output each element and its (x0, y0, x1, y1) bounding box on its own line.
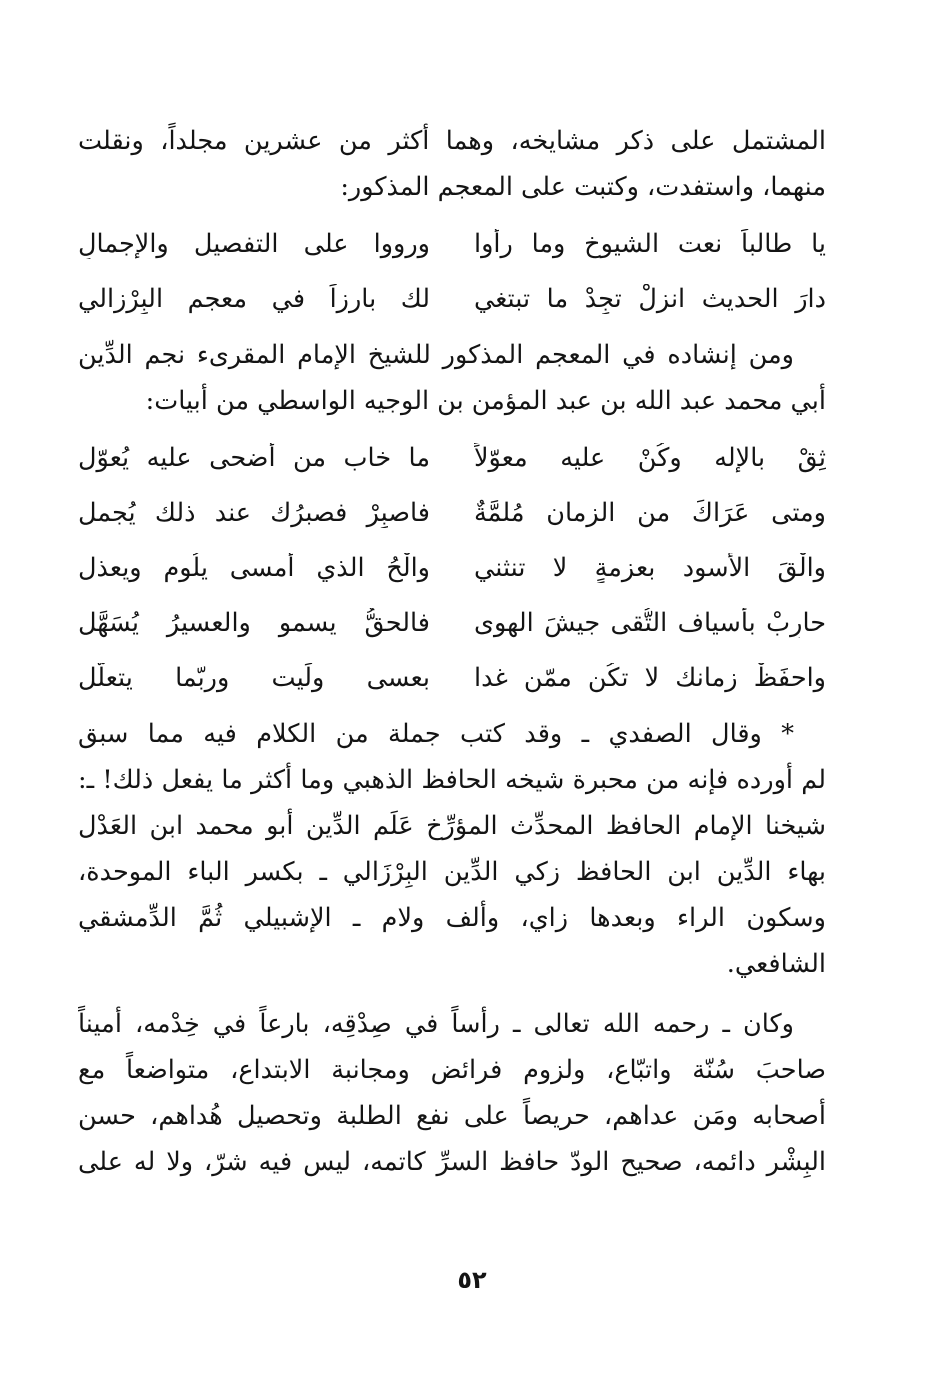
verse-second-hemistich: لك بارزاً في معجم البِرْزالي (78, 283, 430, 314)
paragraph-safadi (78, 711, 826, 987)
verse-first-hemistich: دارَ الحديث انزلْ تجِدْ ما تبتغي (474, 283, 826, 314)
poem-verse (78, 540, 826, 595)
paragraph-inshad (78, 332, 826, 424)
verse-second-hemistich: فالحقُّ يسمو والعسيرُ يُسَهَّل (78, 607, 430, 638)
verse-second-hemistich: ما خاب من أضحى عليه يُعوّل (78, 442, 430, 473)
verse-second-hemistich: والْحُ الذي أمسى يلُوم ويعذل (78, 552, 430, 583)
poem-wasiti (78, 430, 826, 705)
verse-first-hemistich: واحفَظْ زمانك لا تكُن ممّن غدا (474, 662, 826, 693)
text-line: الشافعي. (726, 949, 826, 979)
text-line: * وقال الصفدي ـ وقد كتب جملة من الكلام فيه مما سبق (78, 719, 794, 749)
poem-verse (78, 430, 826, 485)
text-line: أبي محمد عبد الله بن عبد المؤمن بن الوجيه الواسطي من أبيات: (145, 386, 826, 416)
poem-verse (78, 650, 826, 705)
poem-verse (78, 271, 826, 326)
verse-first-hemistich: ثِقْ بالإله وكُنْ عليه معوّلاً (474, 442, 826, 473)
poem-barzali (78, 216, 826, 326)
text-line: البِشْر دائمه، صحيح الودّ حافظ السرِّ كاتمه، ليس فيه شرّ، ولا له على (78, 1147, 826, 1177)
text-line: شيخنا الإمام الحافظ المحدِّث المؤرِّخ عَلَم الدِّين أبو محمد ابن العَدْل (78, 811, 826, 841)
text-line: ومن إنشاده في المعجم المذكور للشيخ الإمام المقرىء نجم الدِّين (78, 340, 794, 370)
verse-first-hemistich: والْقَ الأسود بعزمةٍ لا تنثني (474, 552, 826, 583)
poem-verse (78, 595, 826, 650)
page-number: ٥٢ (457, 1266, 487, 1294)
poem-verse (78, 216, 826, 271)
text-line: منهما، واستفدت، وكتبت على المعجم المذكور: (340, 172, 826, 202)
verse-second-hemistich: بعسى ولَيت وربّما يتعلّل (78, 662, 430, 693)
paragraph-intro (78, 118, 826, 210)
verse-first-hemistich: يا طالباً نعت الشيوخ وما رأوا (474, 228, 826, 259)
text-line: وكان ـ رحمه الله تعالى ـ رأساً في صِدْقِه، بارعاً في خِدْمه، أميناً (78, 1009, 794, 1039)
text-line: لم أورده فإنه من محبرة شيخه الحافظ الذهبي وما أكثر ما يفعل ذلك! ـ: (78, 765, 826, 795)
text-line: صاحبَ سُنّة واتبّاع، ولزوم فرائض ومجانبة الابتداع، متواضعاً مع (78, 1055, 826, 1085)
poem-verse (78, 485, 826, 540)
text-line: وسكون الراء وبعدها زاي، وألف ولام ـ الإشبيلي ثُمَّ الدِّمشقي (78, 903, 826, 933)
verse-second-hemistich: ورووا على التفصيل والإجمالِ (78, 228, 430, 259)
text-line: أصحابه ومَن عداهم، حريصاً على نفع الطلبة وتحصيل هُداهم، حسن (78, 1101, 826, 1131)
verse-first-hemistich: حارِبْ بأسياف التُّقى جيشَ الهوى (474, 607, 826, 638)
text-line: بهاء الدِّين ابن الحافظ زكي الدِّين البِرْزَالي ـ بكسر الباء الموحدة، (78, 857, 826, 887)
text-line: المشتمل على ذكر مشايخه، وهما أكثر من عشرين مجلداً، ونقلت (78, 126, 826, 156)
verse-second-hemistich: فاصبِرْ فصبرُك عند ذلك يُجمل (78, 497, 430, 528)
verse-first-hemistich: ومتى عَرَاكَ من الزمان مُلمَّةٌ (474, 497, 826, 528)
paragraph-character (78, 1001, 826, 1185)
book-page (78, 118, 826, 1318)
